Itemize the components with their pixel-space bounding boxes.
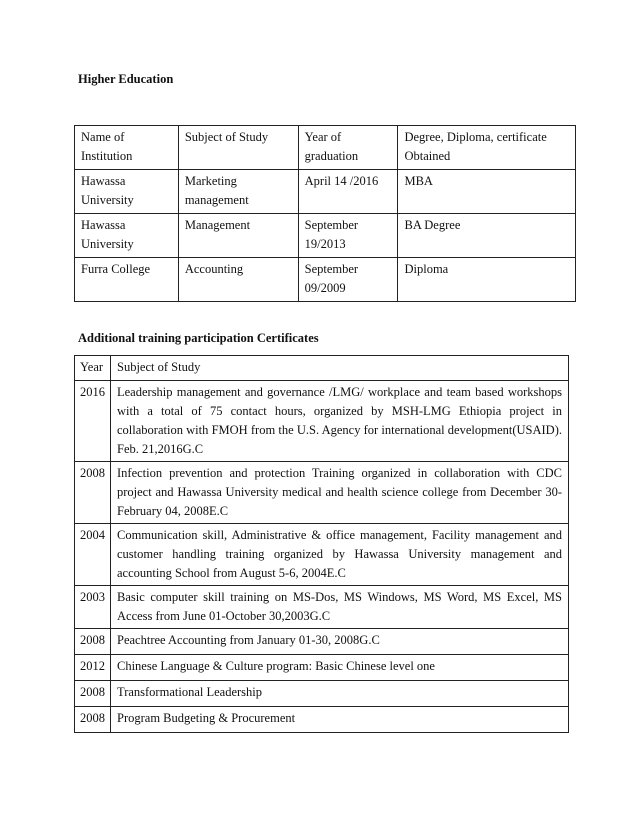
institution-cell: Hawassa University — [75, 214, 179, 258]
training-subject-cell: Program Budgeting & Procurement — [111, 707, 569, 733]
institution-cell: Furra College — [75, 258, 179, 302]
degree-cell: BA Degree — [398, 214, 576, 258]
header-name-of-institution: Name of Institution — [75, 126, 179, 170]
training-subject-cell: Peachtree Accounting from January 01-30, 2008G.C — [111, 629, 569, 655]
year-cell: 2008 — [75, 462, 111, 524]
header-degree-obtained: Degree, Diploma, certificate Obtained — [398, 126, 576, 170]
graduation-year-cell: April 14 /2016 — [298, 170, 398, 214]
table-row — [75, 681, 569, 707]
training-subject-cell: Leadership management and governance /LMG/ workplace and team based workshops with a total of 75 contact hours, organized by MSH-LMG Ethiopia project in collaboration with FMOH from the U.S. Agency for international development(USAID). Feb. 21,2016G.C — [111, 381, 569, 462]
header-subject-of-study: Subject of Study — [111, 356, 569, 381]
year-cell: 2003 — [75, 586, 111, 629]
header-year-of-graduation: Year of graduation — [298, 126, 398, 170]
subject-cell: Management — [178, 214, 298, 258]
year-cell: 2012 — [75, 655, 111, 681]
training-subject-cell: Communication skill, Administrative & office management, Facility management and customer handling training organized by Hawassa University management and accounting School from August 5-6, 2004E.C — [111, 524, 569, 586]
degree-cell: Diploma — [398, 258, 576, 302]
training-heading: Additional training participation Certificates — [78, 331, 319, 345]
table-header-row — [75, 126, 576, 170]
subject-cell: Marketing management — [178, 170, 298, 214]
table-row — [75, 629, 569, 655]
institution-cell: Hawassa University — [75, 170, 179, 214]
header-year: Year — [75, 356, 111, 381]
table-row — [75, 381, 569, 462]
graduation-year-cell: September 19/2013 — [298, 214, 398, 258]
training-subject-cell: Infection prevention and protection Training organized in collaboration with CDC project and Hawassa University medical and health science college from December 30-February 04, 2008E.C — [111, 462, 569, 524]
training-subject-cell: Chinese Language & Culture program: Basic Chinese level one — [111, 655, 569, 681]
training-table — [74, 355, 569, 733]
table-row — [75, 707, 569, 733]
year-cell: 2008 — [75, 681, 111, 707]
subject-cell: Accounting — [178, 258, 298, 302]
year-cell: 2008 — [75, 629, 111, 655]
table-row — [75, 655, 569, 681]
degree-cell: MBA — [398, 170, 576, 214]
training-subject-cell: Transformational Leadership — [111, 681, 569, 707]
year-cell: 2008 — [75, 707, 111, 733]
higher-education-heading: Higher Education — [78, 72, 174, 86]
table-row — [75, 170, 576, 214]
graduation-year-cell: September 09/2009 — [298, 258, 398, 302]
year-cell: 2016 — [75, 381, 111, 462]
table-row — [75, 258, 576, 302]
training-subject-cell: Basic computer skill training on MS-Dos, MS Windows, MS Word, MS Excel, MS Access from June 01-October 30,2003G.C — [111, 586, 569, 629]
table-row — [75, 524, 569, 586]
header-subject-of-study: Subject of Study — [178, 126, 298, 170]
table-row — [75, 586, 569, 629]
year-cell: 2004 — [75, 524, 111, 586]
table-row — [75, 214, 576, 258]
table-row — [75, 462, 569, 524]
table-header-row — [75, 356, 569, 381]
higher-education-table — [74, 125, 576, 302]
